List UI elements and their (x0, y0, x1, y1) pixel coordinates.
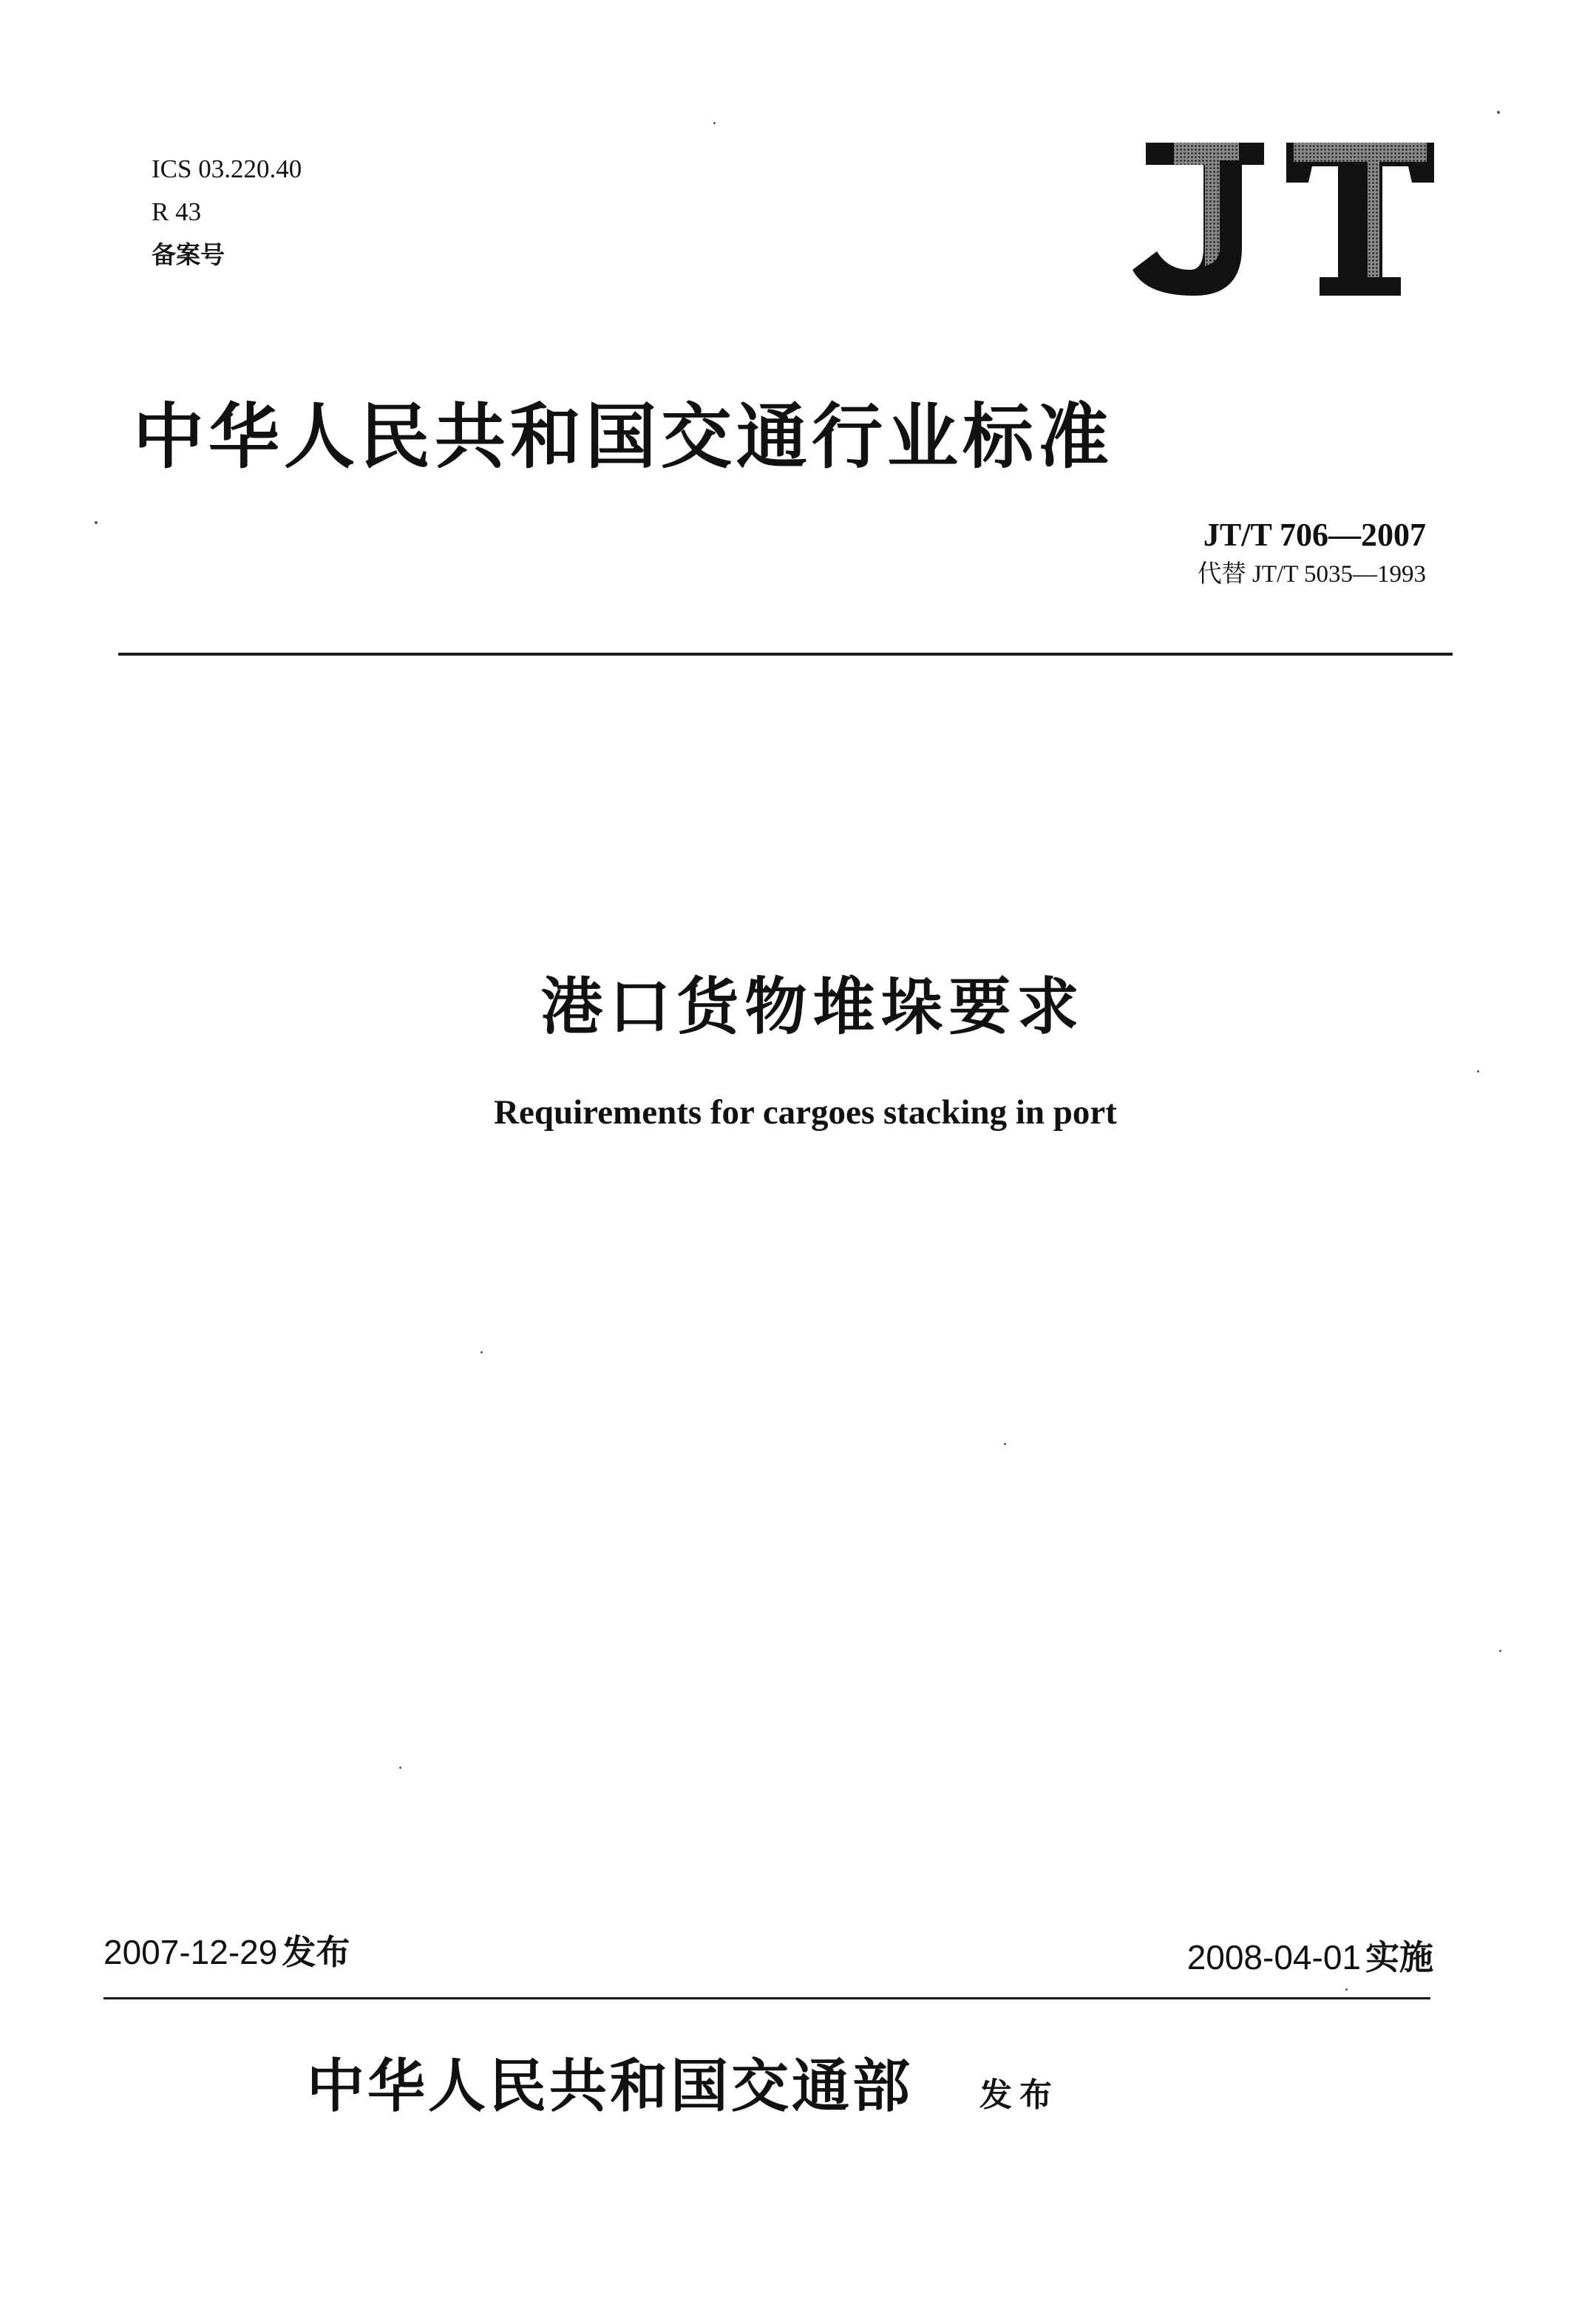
scan-speck (1004, 1443, 1006, 1445)
ics-code: ICS 03.220.40 (152, 154, 302, 183)
scan-speck (399, 1767, 401, 1769)
effective-label: 实施 (1365, 1937, 1433, 1977)
scan-speck (1499, 1650, 1501, 1652)
scan-speck (95, 521, 98, 524)
effective-date: 2008-04-01 (1186, 1938, 1361, 1977)
document-title-cn: 港口货物堆垛要求 (540, 971, 1085, 1043)
scan-speck (713, 122, 716, 124)
issue-date: 2007-12-29 (103, 1933, 278, 1971)
publisher-action: 发布 (979, 2076, 1060, 2114)
standard-number-block (1198, 514, 1426, 593)
effective-date-block (1187, 1931, 1433, 1979)
scan-speck (481, 1351, 483, 1353)
bottom-divider (103, 1997, 1430, 1999)
scan-speck (1345, 1988, 1348, 1991)
scan-speck (1497, 111, 1500, 114)
issue-label: 发布 (282, 1932, 350, 1972)
industry-standard-header: 中华人民共和国交通行业标准 (133, 395, 1113, 478)
issue-date-block (103, 1926, 350, 1974)
record-number-label: 备案号 (152, 240, 225, 269)
jt-logo (1116, 137, 1442, 303)
replaces-standard: 代替 JT/T 5035—1993 (1197, 561, 1426, 588)
standard-number: JT/T 706—2007 (1203, 517, 1426, 553)
publisher-name: 中华人民共和国交通部 (307, 2053, 914, 2120)
classification-block (152, 148, 302, 276)
ccs-code: R 43 (152, 197, 202, 226)
document-title-en: Requirements for cargoes stacking in port (494, 1093, 1117, 1132)
publisher-block (307, 2040, 1059, 2123)
top-divider (118, 653, 1453, 656)
scan-speck (1477, 1070, 1479, 1073)
